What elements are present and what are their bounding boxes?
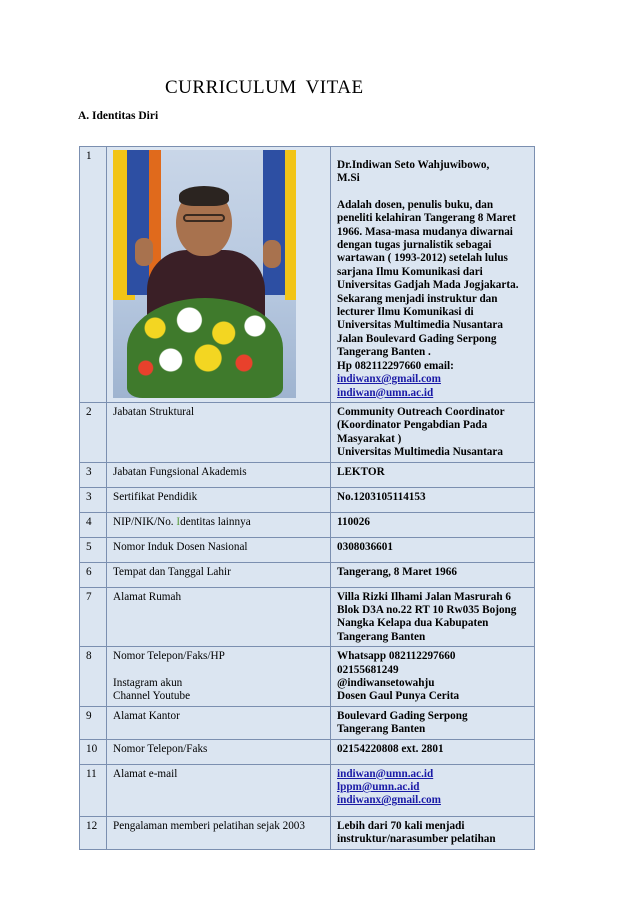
row-label: Jabatan Fungsional Akademis — [107, 462, 331, 487]
row-number: 1 — [80, 147, 107, 403]
profile-name: Dr.Indiwan Seto Wahjuwibowo, — [337, 159, 490, 171]
email-link[interactable]: indiwan@umn.ac.id — [337, 767, 434, 780]
row-number: 7 — [80, 587, 107, 647]
identity-table — [79, 146, 535, 850]
table-row — [80, 587, 535, 647]
bio-line: sarjana Ilmu Komunikasi dari — [337, 265, 483, 278]
label-line: Instagram akun — [113, 676, 183, 689]
row-number: 6 — [80, 562, 107, 587]
row-label — [107, 512, 331, 537]
row-number: 10 — [80, 739, 107, 764]
value-line: Universitas Multimedia Nusantara — [337, 446, 503, 459]
row-number: 3 — [80, 487, 107, 512]
table-row — [80, 487, 535, 512]
table-row — [80, 512, 535, 537]
value-line: Boulevard Gading Serpong — [337, 709, 468, 722]
row-label: Alamat e-mail — [107, 764, 331, 816]
row-number: 2 — [80, 402, 107, 462]
row-label: Alamat Rumah — [107, 587, 331, 647]
row-number: 8 — [80, 647, 107, 707]
value-line: Dosen Gaul Punya Cerita — [337, 690, 460, 703]
table-row — [80, 647, 535, 707]
profile-photo — [113, 150, 296, 398]
value-line: 02155681249 — [337, 663, 399, 676]
bio-line: Adalah dosen, penulis buku, dan — [337, 198, 494, 211]
profile-description — [331, 147, 535, 403]
value-line: Nangka Kelapa dua Kabupaten — [337, 617, 489, 630]
bio-line: Hp 082112297660 email: — [337, 359, 454, 372]
bio-line: peneliti kelahiran Tangerang 8 Maret — [337, 212, 516, 225]
row-label: Pengalaman memberi pelatihan sejak 2003 — [107, 816, 331, 849]
row-value — [331, 402, 535, 462]
row-value — [331, 764, 535, 816]
row-number: 5 — [80, 537, 107, 562]
label-line: Channel Youtube — [113, 689, 191, 702]
bio-line: Sekarang menjadi instruktur dan — [337, 292, 498, 305]
email-link[interactable]: lppm@umn.ac.id — [337, 781, 420, 793]
table-row — [80, 537, 535, 562]
value-line: Tangerang Banten — [337, 723, 426, 736]
email-link[interactable]: indiwanx@gmail.com — [337, 373, 441, 386]
bio-line: dengan tugas jurnalistik sebagai — [337, 239, 492, 252]
bio-line: Tangerang Banten . — [337, 346, 431, 359]
table-row — [80, 739, 535, 764]
table-row — [80, 462, 535, 487]
label-text: NIP/NIK/No. — [113, 515, 177, 528]
bio-line: 1966. Masa-masa mudanya diwarnai — [337, 225, 513, 238]
table-row — [80, 147, 535, 403]
value-line: Whatsapp 082112297660 — [337, 650, 456, 663]
row-number: 12 — [80, 816, 107, 849]
section-heading: A. Identitas Diri — [78, 110, 159, 122]
bio-line: Universitas Gadjah Mada Jogjakarta. — [337, 279, 519, 292]
document-title: CURRICULUM VITAE — [165, 77, 364, 98]
label-highlight: I — [176, 515, 181, 528]
table-row — [80, 706, 535, 739]
value-line: Masyarakat ) — [337, 432, 402, 445]
label-text: dentitas lainnya — [180, 515, 251, 528]
label-line: Nomor Telepon/Faks/HP — [113, 650, 225, 663]
row-label: Tempat dan Tanggal Lahir — [107, 562, 331, 587]
row-label: Alamat Kantor — [107, 706, 331, 739]
table-row — [80, 816, 535, 849]
value-line: Lebih dari 70 kali menjadi — [337, 819, 465, 832]
table-row — [80, 402, 535, 462]
value-line: instruktur/narasumber pelatihan — [337, 833, 496, 846]
table-row — [80, 562, 535, 587]
value-line: @indiwansetowahju — [337, 676, 435, 689]
value-line: Tangerang Banten — [337, 630, 426, 643]
row-value: No.1203105114153 — [331, 487, 535, 512]
row-value — [331, 647, 535, 707]
row-value: LEKTOR — [331, 462, 535, 487]
value-line: Community Outreach Coordinator — [337, 405, 505, 418]
row-number: 11 — [80, 764, 107, 816]
row-number: 3 — [80, 462, 107, 487]
row-label: Nomor Telepon/Faks — [107, 739, 331, 764]
bio-line: Jalan Boulevard Gading Serpong — [337, 332, 497, 345]
row-value: 02154220808 ext. 2801 — [331, 739, 535, 764]
value-line: Blok D3A no.22 RT 10 Rw035 Bojong — [337, 603, 517, 616]
row-value: Tangerang, 8 Maret 1966 — [331, 562, 535, 587]
table-row — [80, 764, 535, 816]
email-link[interactable]: indiwanx@gmail.com — [337, 794, 441, 807]
row-label: Nomor Induk Dosen Nasional — [107, 537, 331, 562]
row-number: 9 — [80, 706, 107, 739]
email-link[interactable]: indiwan@umn.ac.id — [337, 386, 434, 399]
row-value — [331, 816, 535, 849]
row-label: Sertifikat Pendidik — [107, 487, 331, 512]
bio-line: wartawan ( 1993-2012) setelah lulus — [337, 252, 508, 265]
row-label: Jabatan Struktural — [107, 402, 331, 462]
photo-cell — [107, 147, 331, 403]
row-value: 110026 — [331, 512, 535, 537]
row-value: 0308036601 — [331, 537, 535, 562]
row-value — [331, 706, 535, 739]
row-number: 4 — [80, 512, 107, 537]
row-value — [331, 587, 535, 647]
value-line: (Koordinator Pengabdian Pada — [337, 419, 488, 432]
value-line: Villa Rizki Ilhami Jalan Masrurah 6 — [337, 590, 511, 603]
bio-line: Universitas Multimedia Nusantara — [337, 319, 503, 332]
row-label — [107, 647, 331, 707]
bio-line: lecturer Ilmu Komunikasi di — [337, 306, 474, 319]
profile-name-title: M.Si — [337, 172, 360, 185]
